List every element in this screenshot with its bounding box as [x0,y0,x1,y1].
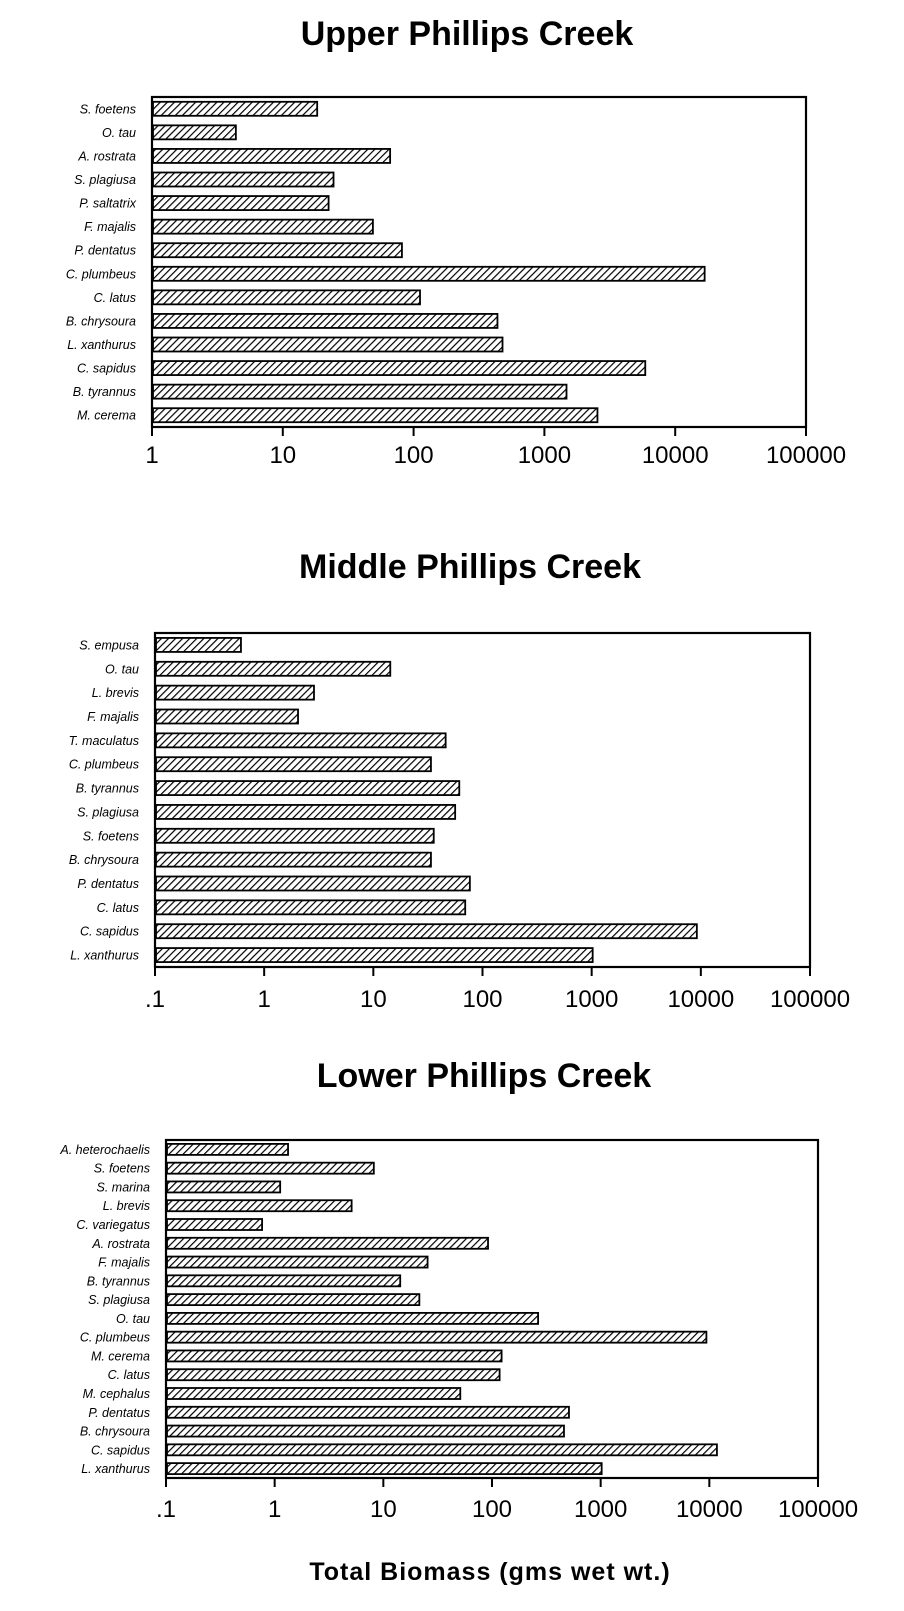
x-tick-label: 10000 [641,442,709,469]
bar [156,781,459,795]
category-label: C. plumbeus [79,1330,150,1345]
category-label: F. majalis [84,220,136,235]
bar [153,149,390,163]
category-label: S. foetens [82,829,139,844]
bar [156,877,470,891]
bar [153,338,503,352]
x-tick-label: 100 [462,986,503,1013]
category-label: B. tyrannus [86,1274,150,1289]
bar [156,757,431,771]
category-label: L. xanthurus [70,948,139,963]
bar [153,220,373,234]
category-label: C. plumbeus [68,757,139,772]
category-label: B. tyrannus [72,385,136,400]
bar [167,1257,428,1268]
category-label: F. majalis [98,1255,150,1270]
x-axis-title: Total Biomass (gms wet wt.) [309,1558,671,1586]
bar [167,1388,460,1399]
bar [156,829,434,843]
category-label: S. plagiusa [88,1293,150,1308]
category-label: C. sapidus [79,924,139,939]
bar [167,1332,706,1343]
bar [156,662,390,676]
x-tick-label: 100 [393,442,434,469]
bar [153,314,497,328]
bar [153,290,420,304]
x-tick-label: 10000 [667,986,735,1013]
category-label: C. variegatus [76,1218,150,1232]
x-tick-label: 1000 [564,986,619,1013]
x-tick-label: 100000 [769,986,851,1013]
category-label: T. maculatus [68,733,139,748]
x-tick-label: 100000 [777,1496,859,1523]
category-label: P. dentatus [77,877,139,891]
x-tick-label: 100000 [765,442,847,469]
category-label: S. foetens [79,102,136,117]
bar [167,1200,352,1211]
x-tick-label: .1 [155,1496,177,1523]
chart-3 [59,1057,858,1586]
bar [167,1350,502,1361]
x-tick-label: 10 [369,1496,397,1523]
chart-title: Upper Phillips Creek [300,15,634,53]
category-label: L. xanthurus [81,1462,150,1477]
chart-1 [66,15,846,469]
bar [167,1463,602,1474]
x-tick-label: 10000 [675,1496,743,1523]
category-label: S. marina [96,1180,150,1195]
category-label: S. foetens [93,1161,150,1176]
category-label: B. chrysoura [68,853,139,868]
plot-frame [155,633,810,967]
category-label: L. xanthurus [67,338,136,352]
category-label: O. tau [115,1311,150,1326]
bar [167,1219,262,1230]
category-label: C. latus [96,900,139,915]
category-label: O. tau [104,662,139,677]
bar [156,805,455,819]
bar [167,1275,400,1286]
category-label: M. cerema [90,1349,150,1364]
bar [153,408,597,422]
bar [153,267,705,281]
category-label: B. tyrannus [75,781,139,796]
plot-frame [152,97,806,427]
bar [153,102,317,116]
category-label: C. latus [107,1368,150,1383]
category-label: P. dentatus [88,1405,150,1420]
x-tick-label: .1 [144,986,166,1013]
charts-root [59,15,858,1586]
chart-title: Middle Phillips Creek [299,548,641,586]
chart-2 [69,548,850,1013]
chart-title: Lower Phillips Creek [316,1057,652,1095]
category-label: A. rostrata [78,149,136,164]
bar [167,1444,717,1455]
category-label: L. brevis [91,686,139,701]
category-label: C. sapidus [90,1443,150,1458]
bar [156,638,241,652]
bar [167,1407,569,1418]
category-label: B. chrysoura [65,314,136,329]
category-label: F. majalis [87,710,139,724]
bar [153,125,236,139]
category-label: S. plagiusa [74,173,136,187]
bar [156,710,298,724]
bar [156,900,465,914]
category-label: M. cephalus [82,1387,150,1401]
category-label: O. tau [101,125,136,140]
category-label: S. plagiusa [77,805,139,820]
bar [153,385,567,399]
bar [167,1369,500,1380]
bar [153,173,334,187]
bar [156,853,431,867]
x-tick-label: 1000 [573,1496,628,1523]
x-tick-label: 1 [257,986,271,1013]
x-tick-label: 1 [145,442,159,469]
bar [153,243,402,257]
category-label: P. saltatrix [79,196,136,211]
x-tick-label: 1000 [517,442,572,469]
bar [167,1144,288,1155]
bar [156,948,593,962]
category-label: C. latus [93,290,136,305]
x-tick-label: 1 [267,1496,282,1523]
bar [167,1238,488,1249]
x-tick-label: 10 [269,442,297,469]
category-label: P. dentatus [74,243,136,258]
category-label: C. plumbeus [65,267,136,282]
x-tick-label: 100 [471,1496,513,1523]
bar [156,733,446,747]
category-label: B. chrysoura [79,1424,150,1439]
category-label: A. rostrata [92,1236,150,1251]
category-label: S. empusa [79,638,139,653]
bar [167,1426,564,1437]
bar [156,924,697,938]
bar [167,1294,419,1305]
bar [153,196,329,210]
category-label: M. cerema [76,408,136,423]
bar [153,361,645,375]
category-label: A. heterochaelis [60,1142,150,1157]
x-tick-label: 10 [359,986,387,1013]
bar [156,686,314,700]
bar [167,1163,374,1174]
bar [167,1181,280,1192]
category-label: C. sapidus [76,361,136,376]
category-label: L. brevis [102,1199,150,1214]
bar [167,1313,538,1324]
